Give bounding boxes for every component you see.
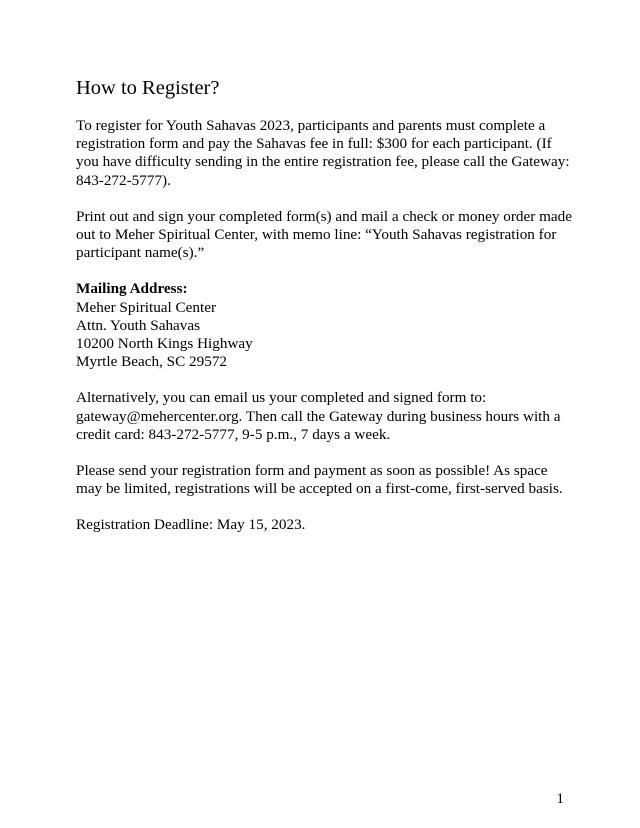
urgency-paragraph: Please send your registration form and payment as soon as possible! As space may be limited, registrations will be accepted on a first-come, first-served basis.	[76, 462, 563, 498]
address-line-attention: Attn. Youth Sahavas	[76, 316, 201, 334]
address-line-street: 10200 North Kings Highway	[76, 335, 253, 353]
document-page	[76, 76, 576, 553]
mailing-address-block	[76, 280, 576, 371]
page-title: How to Register?	[76, 77, 220, 99]
email-option-paragraph: Alternatively, you can email us your completed and signed form to: gateway@mehercenter.org. Then call the Gateway during business hours with a credit card: 843-272-5777, 9-5 p.m., 7 days a week.	[76, 389, 561, 443]
intro-paragraph: To register for Youth Sahavas 2023, participants and parents must complete a registration form and pay the Sahavas fee in full: $300 for each participant. (If you have difficulty sending in the entire registration fee, please call the Gateway: 843-272-5777).	[76, 117, 570, 189]
address-line-city: Myrtle Beach, SC 29572	[76, 353, 228, 371]
registration-deadline: Registration Deadline: May 15, 2023.	[76, 516, 306, 534]
address-line-organization: Meher Spiritual Center	[76, 298, 217, 316]
mailing-address-heading: Mailing Address:	[76, 280, 188, 298]
mail-instructions-paragraph: Print out and sign your completed form(s) and mail a check or money order made out to Meher Spiritual Center, with memo line: “Youth Sahavas registration for participant name(s).”	[76, 207, 572, 262]
page-number: 1	[556, 790, 564, 807]
